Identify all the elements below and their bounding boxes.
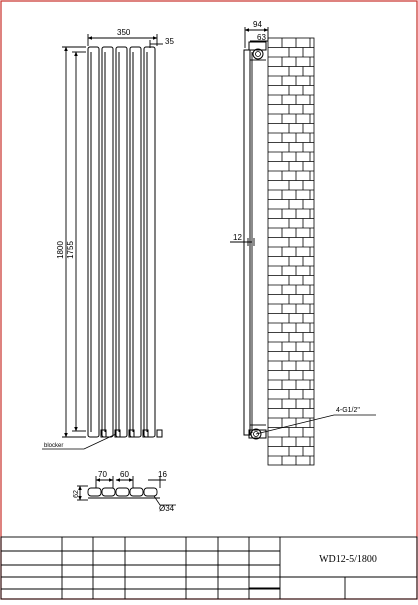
dim-plan-depth: 62 (73, 490, 80, 498)
brick-wall-outline (268, 38, 314, 465)
dim-tube-spacing: 35 (165, 37, 174, 46)
radiator-tube (144, 47, 155, 437)
plan-tube (130, 488, 143, 496)
plan-tube (116, 488, 129, 496)
radiator-tube (102, 47, 113, 437)
radiator-tube (130, 47, 141, 437)
dim-diameter: Ø34 (159, 504, 175, 513)
title-block (1, 537, 417, 599)
dim-tube-height: 1755 (66, 241, 75, 259)
title-block-frame (1, 537, 417, 599)
brick-wall (268, 38, 314, 465)
blocker-label: blocker (44, 443, 64, 449)
dim-overall-height: 1800 (56, 241, 65, 259)
bottom-view (77, 476, 176, 505)
dim-pitch: 70 (98, 470, 107, 479)
blocker-cap (157, 430, 162, 437)
plan-tube (144, 488, 157, 496)
sheet-frame (1, 1, 417, 599)
radiator-tubes (88, 47, 155, 437)
dim-depth: 94 (253, 20, 262, 29)
connection-label: 4-G1/2" (336, 407, 360, 414)
blocker-caps (101, 430, 162, 437)
dim-wall-gap: 12 (233, 233, 242, 242)
dim-bracket: 63 (257, 33, 266, 42)
plan-tube (88, 488, 101, 496)
radiator-tube (88, 47, 99, 437)
plan-tube (102, 488, 115, 496)
radiator-side-profile (244, 50, 250, 435)
model-number: WD12-5/1800 (319, 554, 377, 565)
dim-gap: 16 (158, 470, 167, 479)
dim-overall-width: 350 (117, 28, 131, 37)
dim-tube-width: 60 (120, 470, 129, 479)
top-valve-inner (256, 52, 261, 57)
radiator-tube (116, 47, 127, 437)
